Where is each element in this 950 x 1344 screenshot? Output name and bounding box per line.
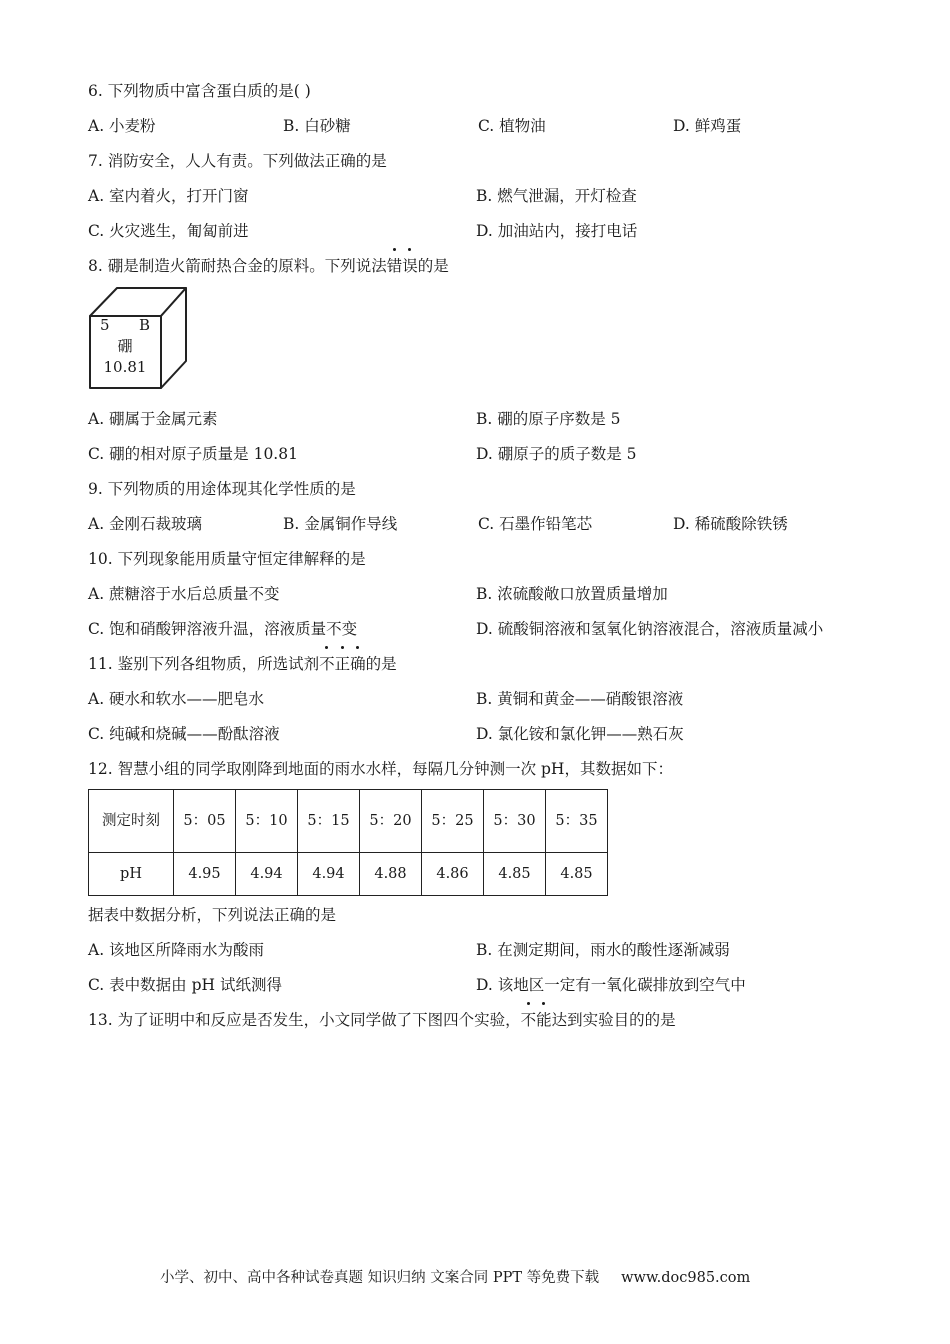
table-header-cell: 5：15 (298, 790, 360, 853)
question-6-stem: 6. 下列物质中富含蛋白质的是( ) (88, 82, 311, 100)
emphasis-char: 确 (350, 647, 366, 682)
option-c: C. 饱和硝酸钾溶液升温，溶液质量不变 (88, 620, 358, 638)
emphasis-char: 正 (335, 647, 351, 682)
stem-text: 的是 (365, 655, 397, 673)
option-b: B. 白砂糖 (283, 117, 351, 135)
atomic-number: 5 (100, 316, 110, 334)
page-footer (160, 1266, 750, 1287)
option-d: D. 稀硫酸除铁锈 (673, 515, 788, 533)
option-d: D. 该地区一定有一氧化碳排放到空气中 (476, 976, 746, 994)
table-header-cell: 5：30 (484, 790, 546, 853)
periodic-element-card (88, 284, 868, 402)
table-cell: 4.85 (484, 853, 546, 896)
emphasis-char: 错 (387, 249, 403, 284)
emphasis-char: 能 (536, 1003, 552, 1038)
table-cell: 4.95 (174, 853, 236, 896)
ph-data-table (88, 789, 608, 896)
element-info (92, 315, 158, 378)
question-7-options-row2 (88, 214, 868, 249)
stem-text: 达到实验目的的是 (551, 1011, 676, 1029)
question-13-stem (88, 1003, 868, 1038)
emphasis-char: 误 (402, 249, 418, 284)
table-header-cell: 5：20 (360, 790, 422, 853)
table-cell: 4.88 (360, 853, 422, 896)
element-name: 硼 (117, 337, 133, 355)
footer-text: 小学、初中、高中各种试卷真题 知识归纳 文案合同 PPT 等免费下载 (160, 1270, 600, 1286)
element-symbol: B (138, 316, 150, 334)
table-cell: 4.86 (422, 853, 484, 896)
question-10-options-row1 (88, 577, 868, 612)
stem-text: 8. 硼是制造火箭耐热合金的原料。下列说法 (88, 257, 387, 275)
option-a: A. 蔗糖溶于水后总质量不变 (88, 585, 280, 603)
option-c: C. 石墨作铅笔芯 (478, 515, 593, 533)
question-12-options-row2 (88, 968, 868, 1003)
option-b: B. 硼的原子序数是 5 (476, 410, 621, 428)
stem-text: 13. 为了证明中和反应是否发生，小文同学做了下图四个实验， (88, 1011, 521, 1029)
question-9-stem: 9. 下列物质的用途体现其化学性质的是 (88, 480, 356, 498)
question-11-stem (88, 647, 868, 682)
table-cell: 4.94 (236, 853, 298, 896)
exam-page (88, 74, 868, 1038)
option-a: A. 金刚石裁玻璃 (88, 515, 203, 533)
option-c: C. 硼的相对原子质量是 10.81 (88, 445, 298, 463)
question-11-options-row1 (88, 682, 868, 717)
table-header-cell: 5：05 (174, 790, 236, 853)
option-a: A. 小麦粉 (88, 117, 156, 135)
table-header-cell: 5：10 (236, 790, 298, 853)
option-c: C. 火灾逃生，匍匐前进 (88, 222, 249, 240)
atomic-mass: 10.81 (103, 358, 147, 376)
table-cell: 4.94 (298, 853, 360, 896)
question-8-stem (88, 249, 868, 284)
table-header-cell: 5：25 (422, 790, 484, 853)
option-b: B. 黄铜和黄金——硝酸银溶液 (476, 690, 684, 708)
option-d: D. 鲜鸡蛋 (673, 117, 742, 135)
option-d: D. 硼原子的质子数是 5 (476, 445, 637, 463)
footer-link[interactable]: www.doc985.com (621, 1270, 751, 1286)
option-b: B. 金属铜作导线 (283, 515, 398, 533)
question-9-options (88, 507, 868, 542)
question-10-options-row2 (88, 612, 868, 647)
option-b: B. 浓硫酸敞口放置质量增加 (476, 585, 668, 603)
question-7-stem: 7. 消防安全，人人有责。下列做法正确的是 (88, 152, 387, 170)
question-6-options (88, 109, 868, 144)
option-c: C. 纯碱和烧碱——酚酞溶液 (88, 725, 280, 743)
question-7-options-row1 (88, 179, 868, 214)
stem-text: 的是 (417, 257, 449, 275)
table-header-row (89, 790, 608, 853)
question-12-prompt: 据表中数据分析，下列说法正确的是 (88, 906, 337, 924)
question-8-options-row1 (88, 402, 868, 437)
table-row (89, 853, 608, 896)
option-a: A. 该地区所降雨水为酸雨 (88, 941, 265, 959)
question-10-stem: 10. 下列现象能用质量守恒定律解释的是 (88, 550, 366, 568)
option-c: C. 植物油 (478, 117, 546, 135)
question-12-options-row1 (88, 933, 868, 968)
emphasis-char: 不 (521, 1003, 537, 1038)
question-11-options-row2 (88, 717, 868, 752)
table-cell: 4.85 (546, 853, 608, 896)
emphasis-char: 不 (319, 647, 335, 682)
stem-text: 11. 鉴别下列各组物质，所选试剂 (88, 655, 320, 673)
table-row-label: pH (89, 853, 174, 896)
question-8-options-row2 (88, 437, 868, 472)
option-d: D. 氯化铵和氯化钾——熟石灰 (476, 725, 684, 743)
option-a: A. 室内着火，打开门窗 (88, 187, 249, 205)
option-d: D. 加油站内，接打电话 (476, 222, 638, 240)
option-a: A. 硬水和软水——肥皂水 (88, 690, 265, 708)
option-c: C. 表中数据由 pH 试纸测得 (88, 976, 282, 994)
option-d: D. 硫酸铜溶液和氢氧化钠溶液混合，溶液质量减小 (476, 620, 824, 638)
option-b: B. 在测定期间，雨水的酸性逐渐减弱 (476, 941, 730, 959)
option-a: A. 硼属于金属元素 (88, 410, 218, 428)
table-header-cell: 测定时刻 (89, 790, 174, 853)
question-12-stem: 12. 智慧小组的同学取刚降到地面的雨水水样，每隔几分钟测一次 pH，其数据如下： (88, 760, 673, 778)
option-b: B. 燃气泄漏，开灯检查 (476, 187, 637, 205)
table-header-cell: 5：35 (546, 790, 608, 853)
